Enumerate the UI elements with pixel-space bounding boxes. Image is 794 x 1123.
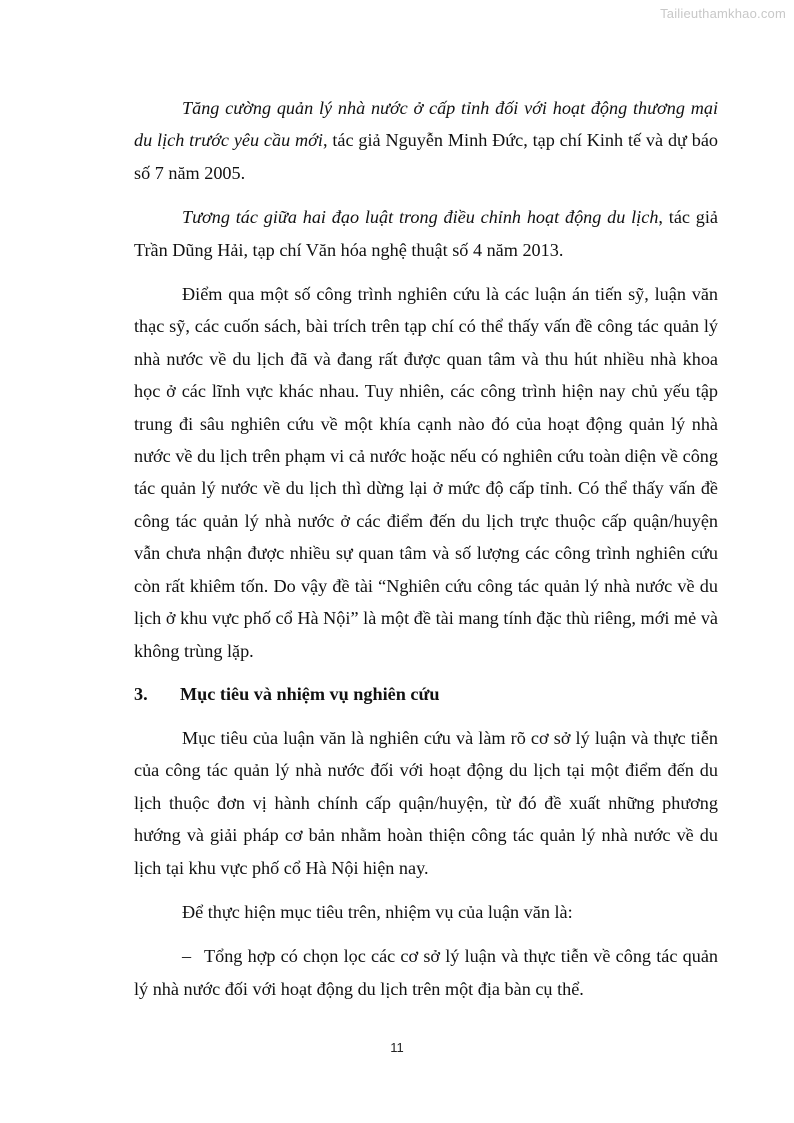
page-number: 11 bbox=[390, 1040, 404, 1055]
section-title: Mục tiêu và nhiệm vụ nghiên cứu bbox=[180, 683, 440, 704]
reference-title-1: Tăng cường quản lý nhà nước ở cấp tỉnh đối với hoạt động thương mại du lịch trước yêu cầu mới bbox=[134, 98, 718, 151]
reference-details-2: , tác giả Trần Dũng Hải, tạp chí Văn hóa nghệ thuật số 4 năm 2013. bbox=[134, 207, 718, 260]
task-item bbox=[134, 940, 718, 1005]
section-number: 3. bbox=[134, 683, 148, 704]
reference-paragraph-1 bbox=[134, 92, 718, 189]
summary-paragraph: Điểm qua một số công trình nghiên cứu là các luận án tiến sỹ, luận văn thạc sỹ, các cuốn sách, bài trích trên tạp chí có thể thấy vấn đề công tác quản lý nhà nước về du lịch đã và đang rất được quan tâm và thu hút nhiều nhà khoa học ở các lĩnh vực khác nhau. Tuy nhiên, các công trình hiện nay chủ yếu tập trung đi sâu nghiên cứu về một khía cạnh nào đó của hoạt động quản lý nhà nước về du lịch trên phạm vi cả nước hoặc nếu có nghiên cứu toàn diện về công tác quản lý nước về du lịch thì dừng lại ở mức độ cấp tỉnh. Có thể thấy vấn đề công tác quản lý nhà nước ở các điểm đến du lịch trực thuộc cấp quận/huyện vẫn chưa nhận được nhiều sự quan tâm và số lượng các công trình nghiên cứu còn rất khiêm tốn. Do vậy đề tài “Nghiên cứu công tác quản lý nhà nước về du lịch ở khu vực phố cổ Hà Nội” là một đề tài mang tính đặc thù riêng, mới mẻ và không trùng lặp. bbox=[134, 284, 718, 661]
watermark: Tailieuthamkhao.com bbox=[660, 6, 786, 21]
objective-paragraph: Mục tiêu của luận văn là nghiên cứu và làm rõ cơ sở lý luận và thực tiễn của công tác quản lý nhà nước đối với hoạt động du lịch tại một điểm đến du lịch thuộc đơn vị hành chính cấp quận/huyện, từ đó đề xuất những phương hướng và giải pháp cơ bản nhằm hoàn thiện công tác quản lý nhà nước về du lịch tại khu vực phố cổ Hà Nội hiện nay. bbox=[134, 727, 718, 878]
reference-title-2: Tương tác giữa hai đạo luật trong điều chỉnh hoạt động du lịch bbox=[182, 207, 659, 228]
tasks-intro-paragraph: Để thực hiện mục tiêu trên, nhiệm vụ của luận văn là: bbox=[182, 901, 573, 922]
dash-bullet: – bbox=[182, 946, 192, 967]
reference-details-1: , tác giả Nguyễn Minh Đức, tạp chí Kinh tế và dự báo số 7 năm 2005. bbox=[134, 130, 719, 183]
document-body bbox=[134, 92, 718, 1005]
task-item-text: Tổng hợp có chọn lọc các cơ sở lý luận và thực tiễn về công tác quản lý nhà nước đối với hoạt động du lịch trên một địa bàn cụ thể. bbox=[134, 946, 718, 999]
section-heading bbox=[134, 677, 718, 711]
reference-paragraph-2 bbox=[134, 201, 718, 266]
